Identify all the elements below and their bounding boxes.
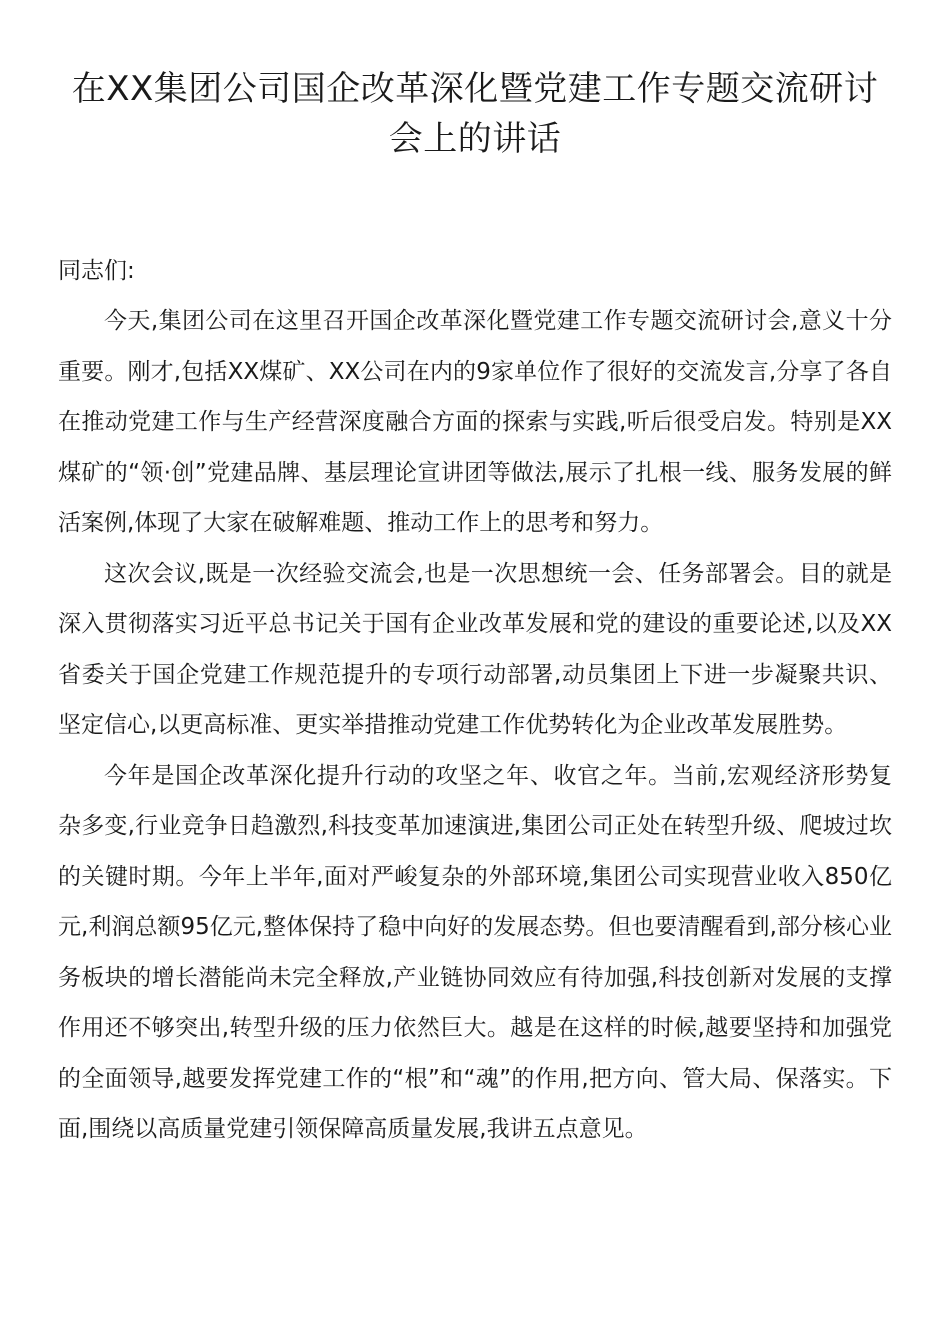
greeting: 同志们: [58,258,135,284]
paragraph-3: 今年是国企改革深化提升行动的攻坚之年、收官之年。当前,宏观经济形势复杂多变,行业竞争日趋激烈,科技变革加速演进,集团公司正处在转型升级、爬坡过坎的关键时期。今年上半年,面对严峻复杂的外部环境,集团公司实现营业收入850亿元,利润总额95亿元,整体保持了稳中向好的发展态势。但也要清醒看到,部分核心业务板块的增长潜能尚未完全释放,产业链协同效应有待加强,科技创新对发展的支撑作用还不够突出,转型升级的压力依然巨大。越是在这样的时候,越要坚持和加强党的全面领导,越要发挥党建工作的“根”和“魂”的作用,把方向、管大局、保落实。下面,围绕以高质量党建引领保障高质量发展,我讲五点意见。 [58,762,892,1142]
document-title: 在XX集团公司国企改革深化暨党建工作专题交流研讨会上的讲话 [71,69,879,159]
document-page [58,64,892,1155]
paragraph-1: 今天,集团公司在这里召开国企改革深化暨党建工作专题交流研讨会,意义十分重要。刚才,包括XX煤矿、XX公司在内的9家单位作了很好的交流发言,分享了各自在推动党建工作与生产经营深度融合方面的探索与实践,听后很受启发。特别是XX煤矿的“领·创”党建品牌、基层理论宣讲团等做法,展示了扎根一线、服务发展的鲜活案例,体现了大家在破解难题、推动工作上的思考和努力。 [58,308,892,536]
paragraph-2: 这次会议,既是一次经验交流会,也是一次思想统一会、任务部署会。目的就是深入贯彻落实习近平总书记关于国有企业改革发展和党的建设的重要论述,以及XX省委关于国企党建工作规范提升的专项行动部署,动员集团上下进一步凝聚共识、坚定信心,以更高标准、更实举措推动党建工作优势转化为企业改革发展胜势。 [58,560,892,738]
